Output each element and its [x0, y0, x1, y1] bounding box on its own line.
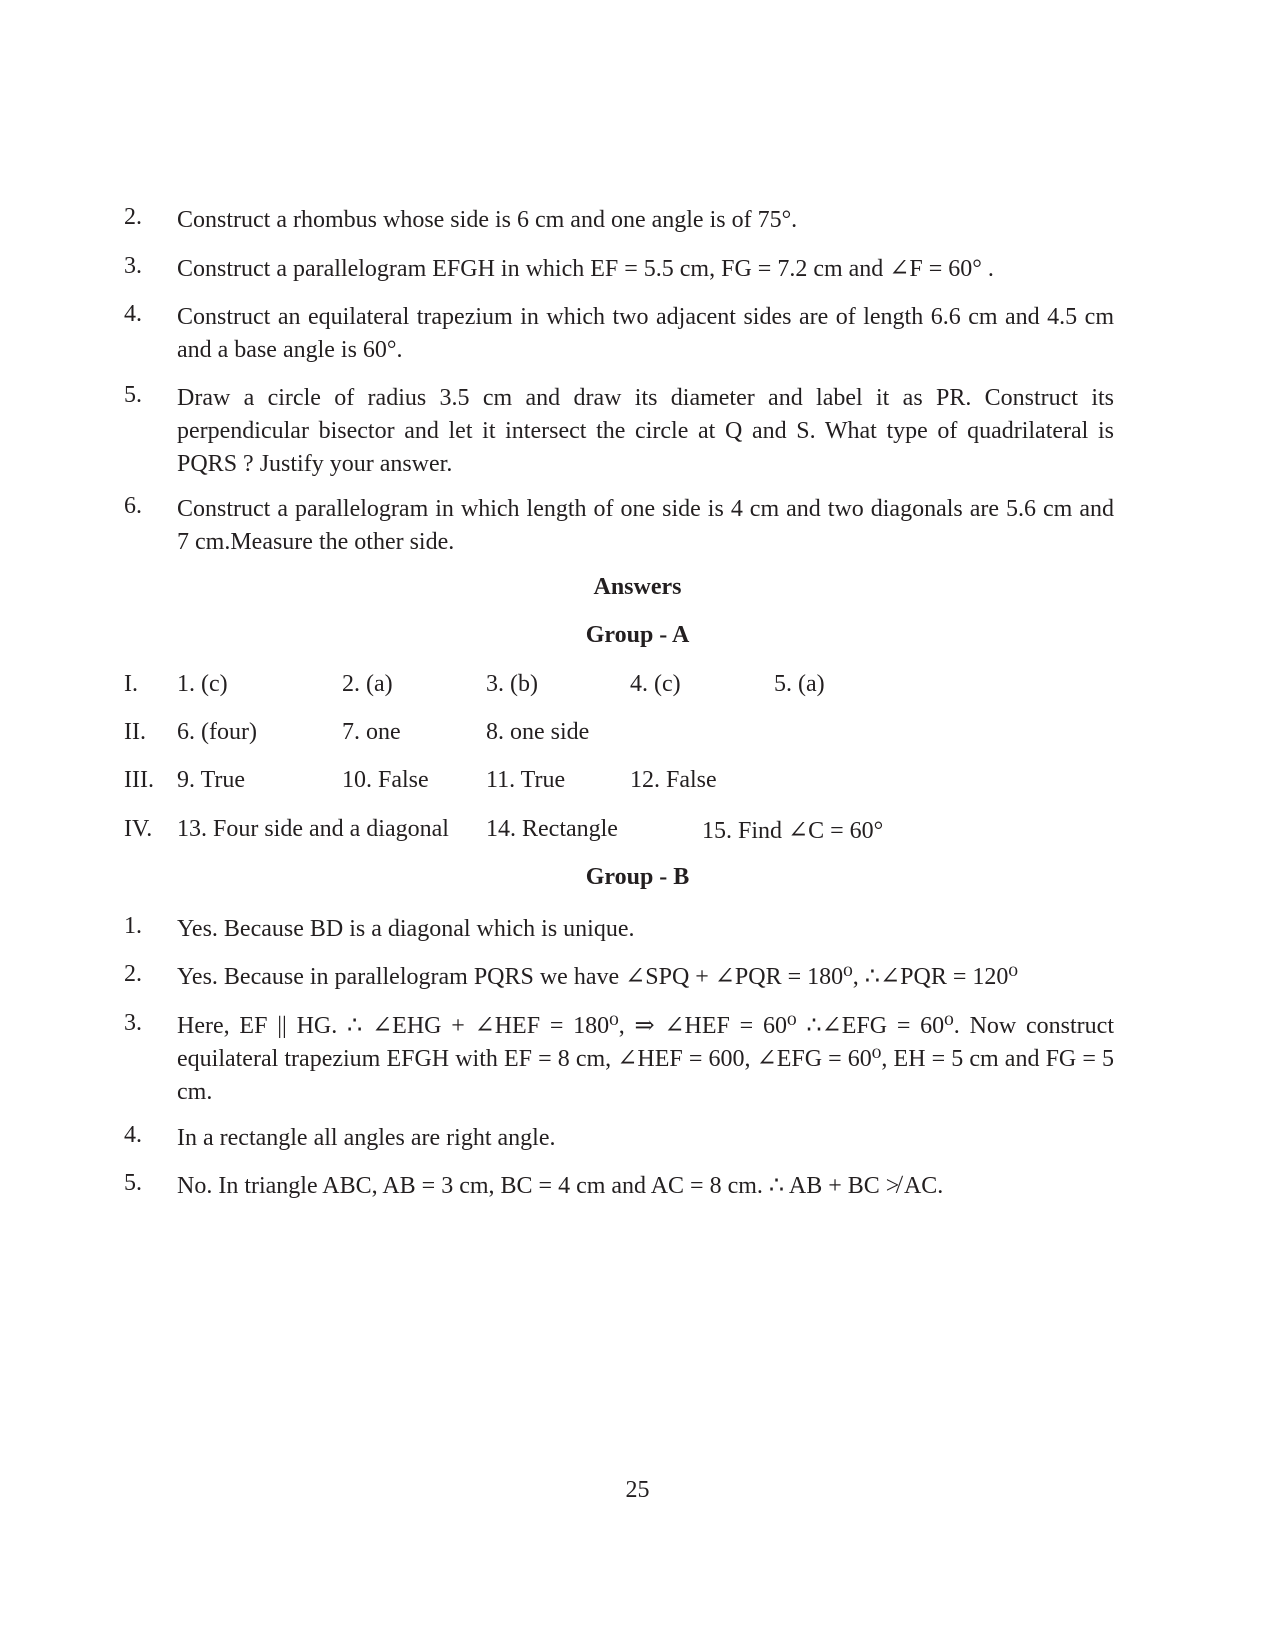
answer-item: 2. (a) [342, 671, 393, 697]
answer-number: 5. [124, 1170, 142, 1196]
answer-number: 4. [124, 1122, 142, 1148]
exercise-number: 2. [124, 204, 142, 230]
group-b-heading: Group - B [585, 864, 690, 890]
answer-item: 1. (c) [177, 671, 228, 697]
answer-item: 14. Rectangle [486, 816, 618, 842]
answers-heading: Answers [593, 574, 682, 600]
group-a-row-i [124, 671, 1114, 704]
answer-item: 6. (four) [177, 719, 257, 745]
row-label: I. [124, 671, 138, 697]
answer-item: 15. Find ∠C = 60° [702, 818, 884, 844]
group-a-row-iv [124, 816, 1114, 849]
answer-item: 10. False [342, 767, 429, 793]
group-a-row-ii [124, 719, 1114, 752]
answer-number: 3. [124, 1010, 142, 1036]
answer-item: 3. (b) [486, 671, 538, 697]
answer-item: 9. True [177, 767, 246, 793]
answer-item: 12. False [630, 767, 717, 793]
page-number: 25 [625, 1477, 650, 1503]
row-label: II. [124, 719, 146, 745]
answer-item: 5. (a) [774, 671, 825, 697]
exercise-number: 6. [124, 493, 142, 519]
exercise-text: Draw a circle of radius 3.5 cm and draw its diameter and label it as PR. Construct its perpendicular bisector and let it intersect the circle at Q and S. What type of quadrilateral is PQRS ? Justify your answer. [177, 385, 1114, 477]
exercise-number: 5. [124, 382, 142, 408]
row-label: IV. [124, 816, 153, 842]
answer-number: 2. [124, 961, 142, 987]
group-a-row-iii [124, 767, 1114, 800]
exercise-text: Construct a rhombus whose side is 6 cm and one angle is of 75°. [177, 207, 798, 233]
answer-text: Yes. Because in parallelogram PQRS we have ∠SPQ + ∠PQR = 180⁰, ∴∠PQR = 120⁰ [177, 964, 1018, 990]
answer-item: 8. one side [486, 719, 590, 745]
exercise-number: 3. [124, 253, 142, 279]
group-a-heading: Group - A [585, 622, 690, 648]
exercise-number: 4. [124, 301, 142, 327]
answer-item: 11. True [486, 767, 566, 793]
answer-number: 1. [124, 913, 142, 939]
answer-text: Here, EF || HG. ∴ ∠EHG + ∠HEF = 180⁰, ⇒ ∠HEF = 60⁰ ∴∠EFG = 60⁰. Now construct equilateral trapezium EFGH with EF = 8 cm, ∠HEF = 600, ∠EFG = 60⁰, EH = 5 cm and FG = 5 cm. [177, 1013, 1114, 1105]
answer-text: No. In triangle ABC, AB = 3 cm, BC = 4 cm and AC = 8 cm. ∴ AB + BC ≯ AC. [177, 1173, 944, 1199]
answer-item: 13. Four side and a diagonal [177, 816, 449, 842]
answer-text: In a rectangle all angles are right angle. [177, 1125, 556, 1151]
answer-text: Yes. Because BD is a diagonal which is unique. [177, 916, 635, 942]
exercise-text: Construct an equilateral trapezium in which two adjacent sides are of length 6.6 cm and 4.5 cm and a base angle is 60°. [177, 304, 1114, 363]
answer-item: 7. one [342, 719, 401, 745]
exercise-text: Construct a parallelogram EFGH in which EF = 5.5 cm, FG = 7.2 cm and ∠F = 60° . [177, 256, 994, 282]
exercise-text: Construct a parallelogram in which length of one side is 4 cm and two diagonals are 5.6 cm and 7 cm.Measure the other side. [177, 496, 1114, 555]
row-label: III. [124, 767, 154, 793]
answer-item: 4. (c) [630, 671, 681, 697]
